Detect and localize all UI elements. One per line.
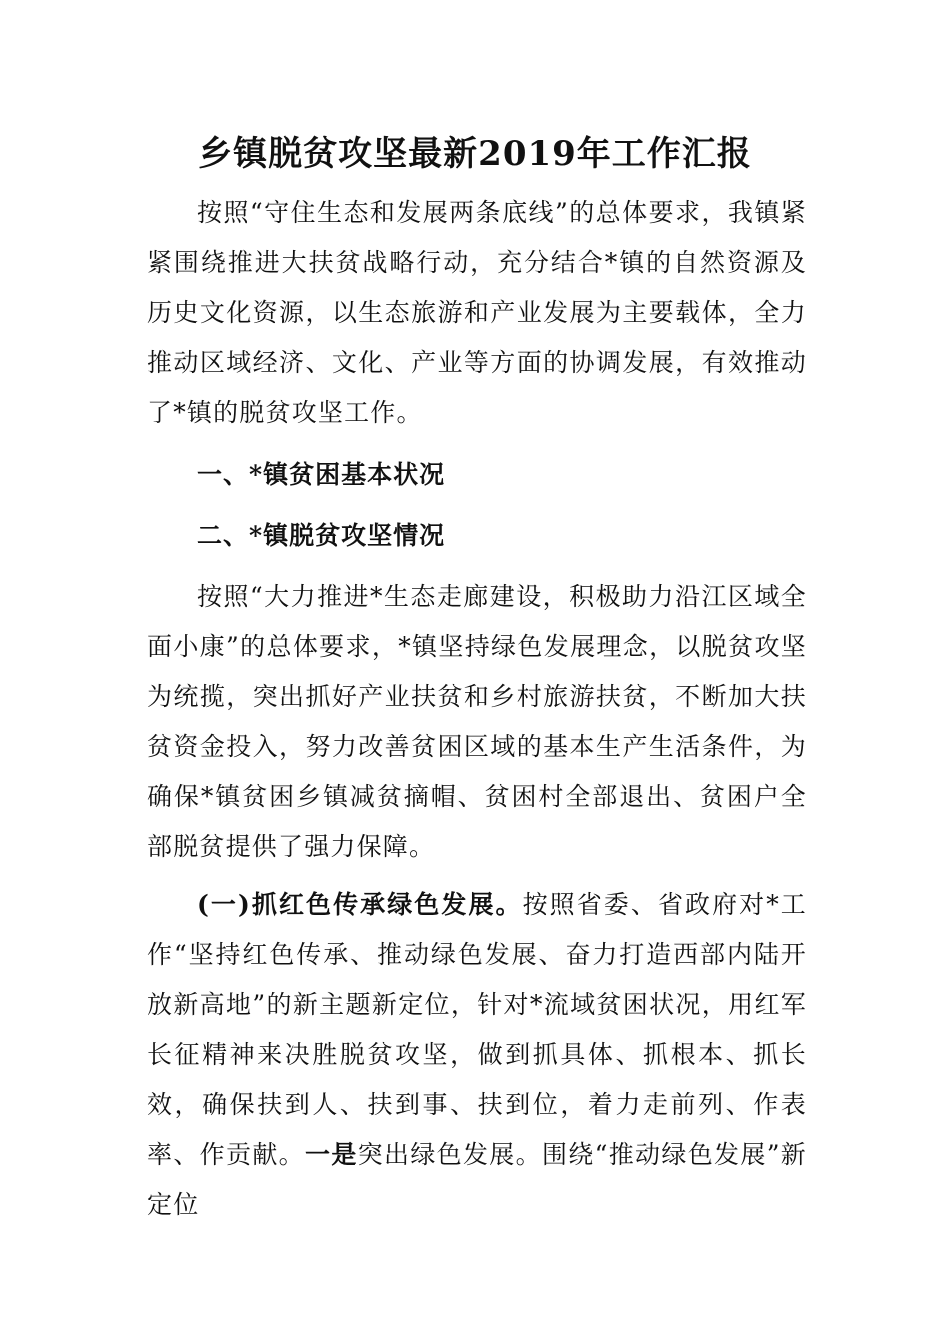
paragraph-red-green-text: [147, 880, 807, 1230]
paragraph-overview: [147, 572, 807, 872]
subsection-body-a: 按照省委、省政府对*工作“坚持红色传承、推动绿色发展、奋力打造西部内陆开放新高地”的新主题新定位，针对*流域贫困状况，用红军长征精神来决胜脱贫攻坚，做到抓具体、抓根本、抓长效，确保扶到人、扶到事、扶到位，着力走前列、作表率、作贡献。: [147, 890, 808, 1169]
paragraph-red-green: [147, 880, 807, 1230]
section-heading-1: 一、*镇贫困基本状况: [197, 460, 446, 489]
paragraph-overview-text: 按照“大力推进*生态走廊建设，积极助力沿江区域全面小康”的总体要求，*镇坚持绿色发展理念，以脱贫攻坚为统揽，突出抓好产业扶贫和乡村旅游扶贫，不断加大扶贫资金投入，努力改善贫困区域的基本生产生活条件，为确保*镇贫困乡镇减贫摘帽、贫困村全部退出、贫困户全部脱贫提供了强力保障。: [147, 582, 807, 861]
document-title: 乡镇脱贫攻坚最新2019年工作汇报: [198, 134, 752, 174]
paragraph-intro-text: 按照“守住生态和发展两条底线”的总体要求，我镇紧紧围绕推进大扶贫战略行动，充分结合*镇的自然资源及历史文化资源，以生态旅游和产业发展为主要载体，全力推动区域经济、文化、产业等方面的协调发展，有效推动了*镇的脱贫攻坚工作。: [147, 198, 807, 427]
subsection-lead: (一)抓红色传承绿色发展。: [197, 890, 523, 919]
paragraph-intro: [147, 188, 807, 438]
section-heading-2: 二、*镇脱贫攻坚情况: [197, 521, 446, 550]
point-one-label: 一是: [304, 1140, 358, 1169]
subsection-body-b: 突出绿色发展。围绕“推动绿色发展”新定位: [147, 1140, 808, 1219]
